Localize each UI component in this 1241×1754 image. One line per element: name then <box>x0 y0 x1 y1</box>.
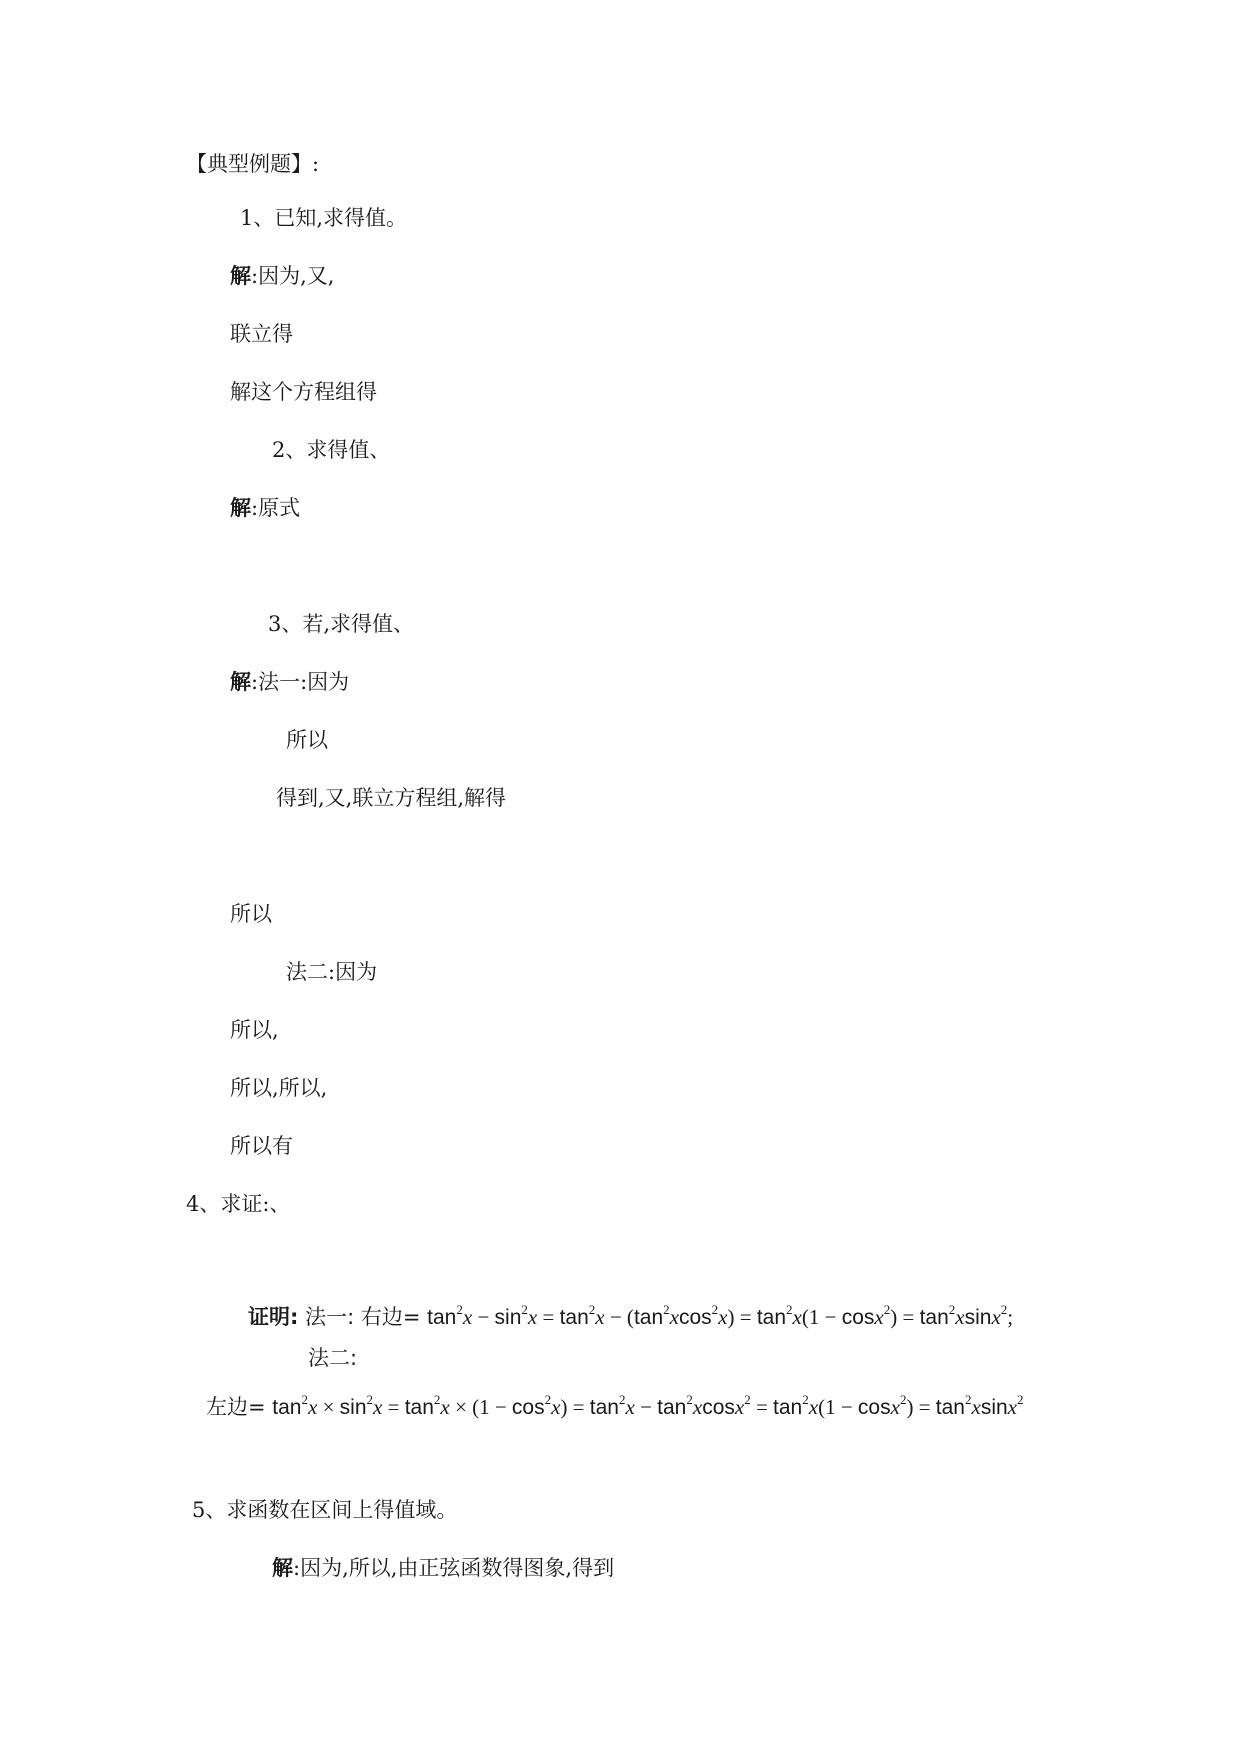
problem-3-line-2: 所以 <box>286 728 328 752</box>
solution-label: 解 <box>230 669 251 694</box>
proof-method-1-line <box>248 1298 1013 1332</box>
problem-3-line-7: 所以,所以, <box>230 1076 328 1100</box>
problem-1-line-2: 联立得 <box>230 322 293 346</box>
problem-3-line-8: 所以有 <box>230 1134 293 1158</box>
solution-label: 解 <box>230 495 251 520</box>
left-side-label: 左边= <box>206 1395 266 1419</box>
method-2-label: 法二: <box>308 1346 358 1370</box>
solution-text: :原式 <box>251 496 301 520</box>
problem-5-text: 5、求函数在区间上得值域。 <box>192 1498 458 1522</box>
proof-method-2-label-line <box>308 1344 357 1372</box>
proof-method-2-line <box>206 1388 1024 1422</box>
problem-3-line-6: 所以, <box>230 1018 279 1042</box>
solution-text: :因为,所以,由正弦函数得图象,得到 <box>293 1556 615 1580</box>
problem-2-solution <box>230 494 300 522</box>
problem-1-line-3: 解这个方程组得 <box>230 380 377 404</box>
problem-1-prompt: 1、已知,求得值。 <box>240 206 408 230</box>
problem-5-solution <box>272 1554 614 1582</box>
problem-3-line-5: 法二:因为 <box>286 960 378 984</box>
solution-label: 解 <box>230 263 251 288</box>
solution-text: :法一:因为 <box>251 670 350 694</box>
solution-label: 解 <box>272 1555 293 1580</box>
problem-1-solution <box>230 262 334 290</box>
problem-2-prompt: 2、求得值、 <box>272 438 391 462</box>
proof-equation-2: $\tan^2x \times \sin^2x = \tan^2x \times (1 - \cos^2x) = \tan^2x - \tan^2xcosx^2 = \tan^2x(1 - \cos x^2) = \tan^2xsinx^2$ <box>272 1392 1024 1419</box>
right-side-label: 右边= <box>360 1305 421 1329</box>
solution-text: :因为,又, <box>251 264 335 288</box>
proof-label: 证明: <box>248 1305 299 1329</box>
method-1-label: 法一: <box>305 1305 355 1329</box>
problem-3-solution <box>230 668 349 696</box>
problem-5-prompt <box>192 1496 457 1524</box>
problem-3-line-4: 所以 <box>230 902 272 926</box>
proof-equation-1: $\tan^2x - \sin^2x = \tan^2x - (\tan^2xcos^2x) = \tan^2x(1 - \cos x^2) = \tan^2xsinx^2$; <box>427 1302 1014 1329</box>
problem-4-prompt: 4、求证:、 <box>186 1192 291 1216</box>
problem-3-line-3: 得到,又,联立方程组,解得 <box>276 786 507 810</box>
problem-3-prompt: 3、若,求得值、 <box>268 612 415 636</box>
section-header: 【典型例题】: <box>186 152 320 176</box>
